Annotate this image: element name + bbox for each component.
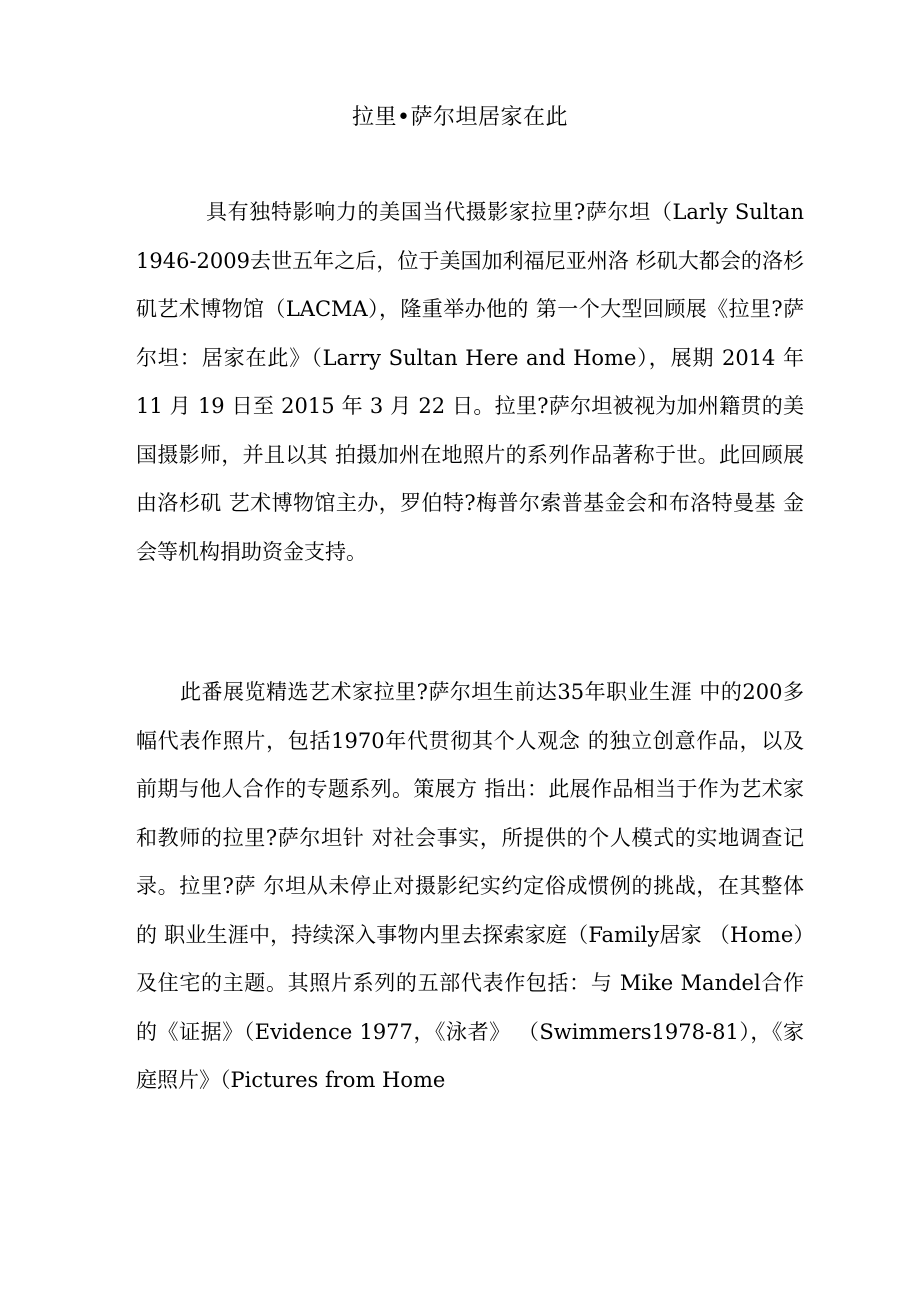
paragraph-2: 此番展览精选艺术家拉里?萨尔坦生前达35年职业生涯 中的200多幅代表作照片，包括1970年代贯彻其个人观念 的独立创意作品，以及前期与他人合作的专题系列。策展方 指出：此展作品相当于作为艺术家和教师的拉里?萨尔坦针 对社会事实，所提供的个人模式的实地调查记录。拉里?萨 尔坦从未停止对摄影纪实约定俗成惯例的挑战，在其整体的 职业生涯中，持续深入事物内里去探索家庭（Family居家 （Home）及住宅的主题。其照片系列的五部代表作包括：与 Mike Mandel合作的《证据》（Evidence 1977，《泳者》 （Swimmers1978-81），《家庭照片》（Pictures from Home [136,680,804,1092]
document-title: 拉里•萨尔坦居家在此 [352,105,568,130]
paragraph-1: 具有独特影响力的美国当代摄影家拉里?萨尔坦（Larly Sultan 1946-2009去世五年之后，位于美国加利福尼亚州洛 杉矶大都会的洛杉矶艺术博物馆（LACMA），隆重举办他的 第一个大型回顾展《拉里?萨尔坦：居家在此》（Larry Sultan Here and Home），展期 2014 年 11 月 19 日至 2015 年 3 月 22 日。拉里?萨尔坦被视为加州籍贯的美国摄影师，并且以其 拍摄加州在地照片的系列作品著称于世。此回顾展由洛杉矶 艺术博物馆主办，罗伯特?梅普尔索普基金会和布洛特曼基 金会等机构捐助资金支持。 [136,200,804,564]
